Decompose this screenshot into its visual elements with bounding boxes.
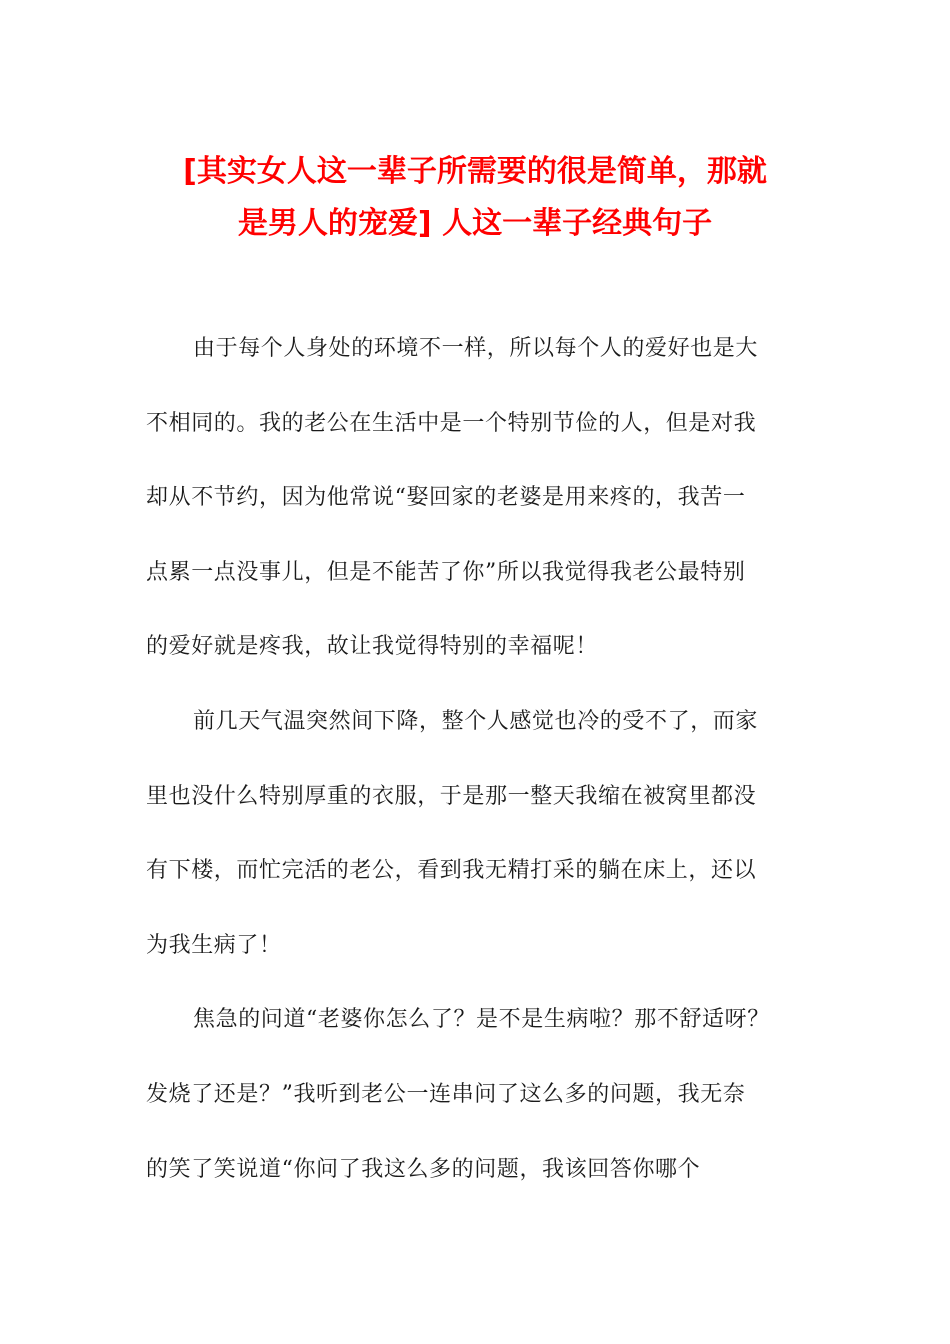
paragraph-line: 的笑了笑说道“你问了我这么多的问题，我该回答你哪个 [146, 1156, 701, 1182]
paragraph-line: 点累一点没事儿，但是不能苦了你”所以我觉得我老公最特别 [146, 559, 746, 585]
paragraph-line: 有下楼，而忙完活的老公，看到我无精打采的躺在床上，还以 [146, 858, 757, 884]
paragraph-line: 焦急的问道“老婆你怎么了？是不是生病啦？那不舒适呀？ [193, 1007, 770, 1033]
paragraph-line: 不相同的。我的老公在生活中是一个特别节俭的人，但是对我 [146, 410, 757, 436]
article-body [146, 322, 806, 1217]
paragraph-line: 里也没什么特别厚重的衣服，于是那一整天我缩在被窝里都没 [146, 783, 757, 809]
title-line: 是男人的宠爱] 人这一辈子经典句子 [237, 206, 713, 241]
paragraph-line: 由于每个人身处的环境不一样，所以每个人的爱好也是大 [193, 336, 759, 361]
paragraph-line: 为我生病了！ [146, 932, 282, 958]
paragraph-line: 前几天气温突然间下降，整个人感觉也冷的受不了，而家 [193, 708, 759, 734]
paragraph-line: 却从不节约，因为他常说“娶回家的老婆是用来疼的，我苦一 [146, 485, 746, 511]
title-line: [其实女人这一辈子所需要的很是简单，那就 [183, 154, 767, 189]
document-title [120, 146, 830, 250]
paragraph-line: 发烧了还是？”我听到老公一连串问了这么多的问题，我无奈 [146, 1081, 746, 1107]
paragraph-line: 的爱好就是疼我，故让我觉得特别的幸福呢！ [146, 634, 599, 660]
